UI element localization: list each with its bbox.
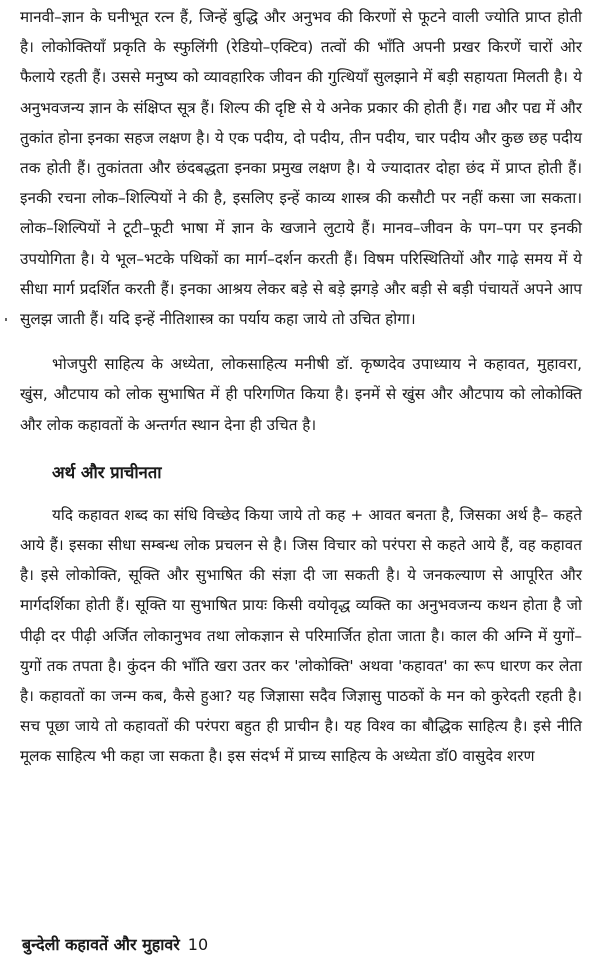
section-heading: अर्थ और प्राचीनता bbox=[52, 462, 162, 482]
footer-page-number: 10 bbox=[187, 935, 209, 954]
page-body bbox=[20, 2, 582, 772]
footer-book-title: बुन्देली कहावतें और मुहावरे bbox=[22, 935, 180, 954]
paragraph-kahavat-origin: यदि कहावत शब्द का संधि विच्छेद किया जाये तो कह + आवत बनता है, जिसका अर्थ है– कहते आये हैं। इसका सीधा सम्बन्ध लोक प्रचलन से है। जिस विचार को परंपरा से कहते आये हैं, वह कहावत है। इसे लोकोक्ति, सूक्ति और सुभाषित की संज्ञा दी जा सकती है। ये जनकल्याण से आपूरित और मार्गदर्शिका होती हैं। सूक्ति या सुभाषित प्रायः किसी वयोवृद्ध व्यक्ति का अनुभवजन्य कथन होता है जो पीढ़ी दर पीढ़ी अर्जित लोकानुभव तथा लोकज्ञान से परिमार्जित होता जाता है। काल की अग्नि में युगों–युगों तक तपता है। कुंदन की भाँति खरा उतर कर 'लोकोक्ति' अथवा 'कहावत' का रूप धारण कर लेता है। कहावतों का जन्म कब, कैसे हुआ? यह जिज्ञासा सदैव जिज्ञासु पाठकों के मन को कुरेदती रहती है। सच पूछा जाये तो कहावतों की परंपरा बहुत ही प्राचीन है। यह विश्व का बौद्धिक साहित्य है। इसे नीति मूलक साहित्य भी कहा जा सकता है। इस संदर्भ में प्राच्य साहित्य के अध्येता डॉ0 वासुदेव शरण bbox=[20, 505, 582, 766]
paragraph-bhojpuri: भोजपुरी साहित्य के अध्येता, लोकसाहित्य मनीषी डॉ. कृष्णदेव उपाध्याय ने कहावत, मुहावरा, खुंस, औटपाय को लोक सुभाषित में ही परिगणित किया है। इनमें से खुंस और औटपाय को लोकोक्ति और लोक कहावतों के अन्तर्गत स्थान देना ही उचित है। bbox=[20, 355, 582, 434]
margin-mark bbox=[5, 318, 7, 321]
page-footer bbox=[22, 934, 208, 956]
paragraph-lokoktiyan: मानवी–ज्ञान के घनीभूत रत्न हैं, जिन्हें बुद्धि और अनुभव की किरणों से फूटने वाली ज्योति प्राप्त होती है। लोकोक्तियाँ प्रकृति के स्फुलिंगी (रेडियो–एक्टिव) तत्वों की भाँति अपनी प्रखर किरणें चारों ओर फैलाये रहती हैं। उससे मनुष्य को व्यावहारिक जीवन की गुत्थियाँ सुलझाने में बड़ी सहायता मिलती है। ये अनुभवजन्य ज्ञान के संक्षिप्त सूत्र हैं। शिल्प की दृष्टि से ये अनेक प्रकार की होती हैं। गद्य और पद्य में और तुकांत होना इनका सहज लक्षण है। ये एक पदीय, दो पदीय, तीन पदीय, चार पदीय और कुछ छह पदीय तक होती हैं। तुकांतता और छंदबद्धता इनका प्रमुख लक्षण है। ये ज्यादातर दोहा छंद में प्राप्त होती हैं। इनकी रचना लोक–शिल्पियों ने की है, इसलिए इन्हें काव्य शास्त्र की कसौटी पर नहीं कसा जा सकता। लोक–शिल्पियों ने टूटी–फूटी भाषा में ज्ञान के खजाने लुटाये हैं। मानव–जीवन के पग–पग पर इनकी उपयोगिता है। ये भूल–भटके पथिकों का मार्ग–दर्शन करती हैं। विषम परिस्थितियों और गाढ़े समय में ये सीधा मार्ग प्रदर्शित करती हैं। इनका आश्रय लेकर बड़े से बड़े झगड़े और बड़ी से बड़ी पंचायतें अपने आप सुलझ जाती हैं। यदि इन्हें नीतिशास्त्र का पर्याय कहा जाये तो उचित होगा। bbox=[20, 8, 582, 329]
